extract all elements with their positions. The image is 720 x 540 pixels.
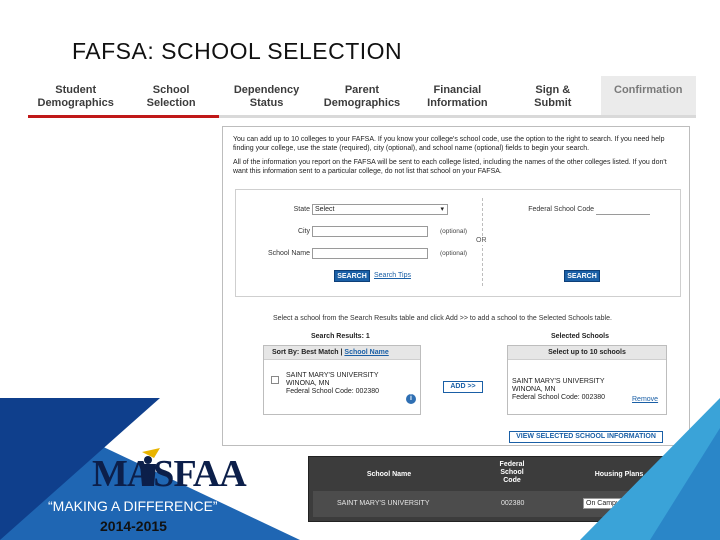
sort-by-label: Sort By: <box>272 349 300 356</box>
step-label-line1: Student <box>55 84 97 96</box>
housing-remove-link[interactable]: Remove <box>665 500 692 507</box>
city-hint: (optional) <box>440 228 468 235</box>
step-navigation <box>28 76 696 118</box>
sort-best-match[interactable]: Best Match <box>301 349 339 356</box>
col-school-name: School Name <box>366 471 412 478</box>
step-label-line2: Selection <box>146 97 196 109</box>
decor-triangle <box>650 428 720 540</box>
slide-title: FAFSA: SCHOOL SELECTION <box>72 38 403 64</box>
selected-schools-bar: Select up to 10 schools <box>508 346 666 360</box>
result-school-entry <box>286 372 379 396</box>
step-label-line2: Status <box>249 97 284 109</box>
code-search-button[interactable]: SEARCH <box>564 270 600 282</box>
slide-years: 2014-2015 <box>100 518 167 534</box>
state-select[interactable] <box>312 204 448 215</box>
col-code-line1: Federal <box>499 461 525 468</box>
remove-school-link[interactable]: Remove <box>632 396 659 403</box>
school-name-label: School Name <box>267 250 310 257</box>
step-label-line2: Demographics <box>323 97 401 109</box>
selected-schools-label: Selected Schools <box>551 333 609 340</box>
city-input[interactable] <box>312 226 428 237</box>
add-school-button[interactable]: ADD >> <box>443 381 483 393</box>
step-label-line2: Submit <box>534 97 572 109</box>
state-select-value: Select <box>315 206 335 213</box>
sort-separator: | <box>340 349 343 356</box>
or-label: OR <box>476 237 487 244</box>
chevron-down-icon: ▾ <box>630 500 634 507</box>
school-name-input[interactable] <box>312 248 428 259</box>
step-student-demographics[interactable] <box>28 76 123 118</box>
result-school-name: SAINT MARY'S UNIVERSITY <box>286 372 379 379</box>
step-label-line1: Parent <box>344 84 380 96</box>
result-school-city: WINONA, MN <box>286 380 330 387</box>
step-label-line1: Sign & <box>535 84 571 96</box>
selected-school-name: SAINT MARY'S UNIVERSITY <box>512 378 605 385</box>
federal-school-code-input[interactable] <box>596 204 650 215</box>
step-label-line1: Financial <box>433 84 482 96</box>
step-sign-submit[interactable] <box>505 76 600 115</box>
intro-text <box>233 135 683 181</box>
info-icon[interactable]: i <box>406 394 416 404</box>
search-results-label: Search Results: 1 <box>311 333 370 340</box>
row-school-code: 002380 <box>501 500 525 507</box>
federal-school-code-label: Federal School Code <box>528 206 594 213</box>
col-housing-plans: Housing Plans <box>594 471 644 478</box>
step-label-line1: School <box>152 84 190 96</box>
state-label: State <box>293 206 310 213</box>
intro-paragraph-1: You can add up to 10 colleges to your FAFSA. If you know your college's school code, use the option to the right to search. If you need help finding your college, use the state (required), city (optional), and school name (optional) fields to begin your search. <box>233 136 665 152</box>
results-instruction: Select a school from the Search Results table and click Add >> to add a school to the Selected Schools table. <box>273 315 612 322</box>
selected-school-code: Federal School Code: 002380 <box>512 394 606 401</box>
logo-wordmark: MASFAA <box>92 453 246 495</box>
school-name-hint: (optional) <box>440 250 468 257</box>
step-confirmation[interactable] <box>601 76 696 115</box>
search-tips-link[interactable]: Search Tips <box>374 272 411 279</box>
step-financial-information[interactable] <box>410 76 505 115</box>
sort-bar <box>264 346 420 360</box>
intro-paragraph-2: All of the information you report on the FAFSA will be sent to each college listed, including the names of the other colleges listed. If you don't want this information sent to a particular college, do not list that school on your FAFSA. <box>233 159 667 175</box>
search-button[interactable]: SEARCH <box>334 270 370 282</box>
step-label-line1: Dependency <box>233 84 300 96</box>
step-school-selection[interactable] <box>123 76 218 118</box>
step-parent-demographics[interactable] <box>314 76 409 115</box>
result-school-code: Federal School Code: 002380 <box>286 388 380 395</box>
housing-plan-value: On Campus <box>586 500 624 507</box>
slide-tagline: “MAKING A DIFFERENCE” <box>48 498 218 514</box>
corner-decoration-right <box>580 398 720 540</box>
step-label-line2: Demographics <box>37 97 114 109</box>
step-label-line2: Information <box>427 97 488 109</box>
sort-school-name-link[interactable]: School Name <box>344 349 389 356</box>
city-label: City <box>297 228 310 235</box>
col-code-line2: School <box>500 469 524 476</box>
view-selected-school-info-button[interactable]: VIEW SELECTED SCHOOL INFORMATION <box>509 431 663 443</box>
col-code-line3: Code <box>503 477 521 484</box>
col-federal-code <box>487 461 537 485</box>
selected-school-city: WINONA, MN <box>512 386 556 393</box>
chevron-down-icon: ▾ <box>440 206 444 213</box>
step-dependency-status[interactable] <box>219 76 314 115</box>
row-school-name: SAINT MARY'S UNIVERSITY <box>337 500 430 507</box>
search-box <box>235 189 681 297</box>
result-checkbox[interactable] <box>271 376 279 384</box>
step-label-line1: Confirmation <box>614 84 683 96</box>
